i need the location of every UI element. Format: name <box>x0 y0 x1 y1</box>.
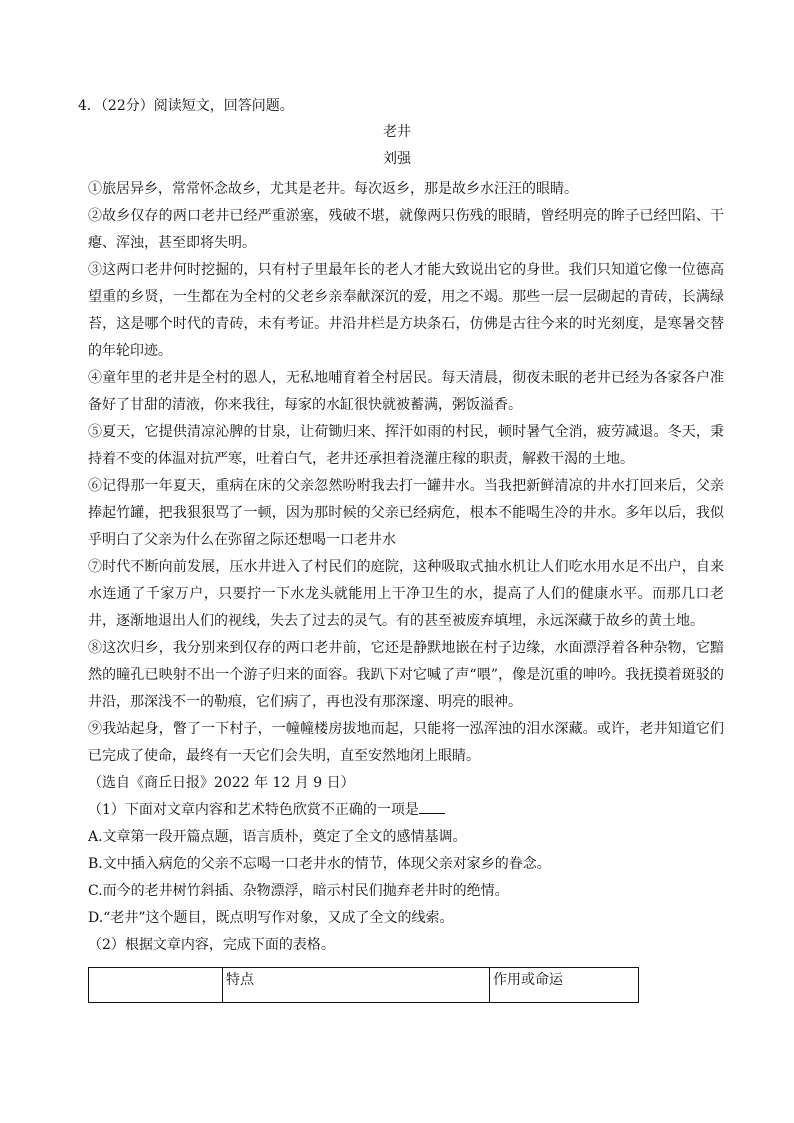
question-2-stem: （2）根据文章内容，完成下面的表格。 <box>88 937 335 953</box>
option-b: B.文中插入病危的父亲不忘喝一口老井水的情节，体现父亲对家乡的眷念。 <box>88 856 551 872</box>
option-c: C.而今的老井树竹斜插、杂物漂浮，暗示村民们抛弃老井时的绝情。 <box>88 883 509 899</box>
article-body <box>88 176 724 959</box>
paragraph-8: ⑧这次归乡，我分别来到仅存的两口老井前，它还是静默地嵌在村子边缘，水面漂浮着各种杂物，它黯然的瞳孔已映射不出一个游子归来的面容。我趴下对它喊了声“喂”，像是沉重的呻吟。我抚摸着斑驳的井沿，那深浅不一的勒痕，它们病了，再也没有那深邃、明亮的眼神。 <box>88 640 724 710</box>
question-1-text: （1）下面对文章内容和艺术特色欣赏不正确的一项是 <box>88 802 419 818</box>
paragraph-6: ⑥记得那一年夏天，重病在床的父亲忽然吩咐我去打一罐井水。当我把新鲜清凉的井水打回来后，父亲捧起竹罐，把我狠狠骂了一顿，因为那时候的父亲已经病危，根本不能喝生冷的井水。多年以后，我似乎明白了父亲为什么在弥留之际还想喝一口老井水 <box>88 478 724 548</box>
paragraph-1: ①旅居异乡，常常怀念故乡，尤其是老井。每次返乡，那是故乡水汪汪的眼睛。 <box>88 181 578 197</box>
paragraph-2: ②故乡仅存的两口老井已经严重淤塞，残破不堪，就像两只伤残的眼睛，曾经明亮的眸子已经凹陷、干瘪、浑浊，甚至即将失明。 <box>88 208 724 251</box>
table-header-blank[interactable] <box>89 968 223 1003</box>
answer-table <box>88 967 639 1003</box>
paragraph-7: ⑦时代不断向前发展，压水井进入了村民们的庭院，这种吸取式抽水机让人们吃水用水足不出户，自来水连通了千家万户，只要拧一下水龙头就能用上干净卫生的水，提高了人们的健康水平。而那几口老井，逐渐地退出人们的视线，失去了过去的灵气。有的甚至被废弃填埋，永远深藏于故乡的黄土地。 <box>88 559 724 629</box>
table-header-role[interactable]: 作用或命运 <box>490 968 639 1003</box>
paragraph-9: ⑨我站起身，瞥了一下村子，一幢幢楼房拔地而起，只能将一泓浑浊的泪水深藏。或许，老井知道它们已完成了使命，最终有一天它们会失明，直至安然地闭上眼睛。 <box>88 721 724 764</box>
option-d: D.“老井”这个题目，既点明写作对象，又成了全文的线索。 <box>88 910 454 926</box>
question-header: 4．（22分）阅读短文，回答问题。 <box>78 98 294 114</box>
paragraph-4: ④童年里的老井是全村的恩人，无私地哺育着全村居民。每天清晨，彻夜未眠的老井已经为各家各户准备好了甘甜的清液，你来我往，每家的水缸很快就被蓄满，粥饭溢香。 <box>88 370 724 413</box>
table-header-feature[interactable]: 特点 <box>223 968 490 1003</box>
table-header-row <box>89 968 639 1003</box>
article-author: 刘强 <box>383 151 411 167</box>
question-1-stem <box>88 797 724 824</box>
paragraph-5: ⑤夏天，它提供清凉沁脾的甘泉，让荷锄归来、挥汗如雨的村民，顿时暑气全消，疲劳减退。冬天，秉持着不变的体温对抗严寒，吐着白气，老井还承担着浇灌庄稼的职责，解救干渴的土地。 <box>88 424 724 467</box>
option-a: A.文章第一段开篇点题，语言质朴，奠定了全文的感情基调。 <box>88 829 467 845</box>
paragraph-3: ③这两口老井何时挖掘的，只有村子里最年长的老人才能大致说出它的身世。我们只知道它像一位德高望重的乡贤，一生都在为全村的父老乡亲奉献深沉的爱，用之不竭。那些一层一层砌起的青砖，长满绿苔，这是哪个时代的青砖，未有考证。井沿井栏是方块条石，仿佛是古往今来的时光刻度，是寒暑交替的年轮印迹。 <box>88 262 724 359</box>
answer-blank[interactable] <box>419 799 445 814</box>
article-title: 老井 <box>383 124 411 140</box>
article-source: （选自《商丘日报》2022 年 12 月 9 日） <box>88 775 355 791</box>
